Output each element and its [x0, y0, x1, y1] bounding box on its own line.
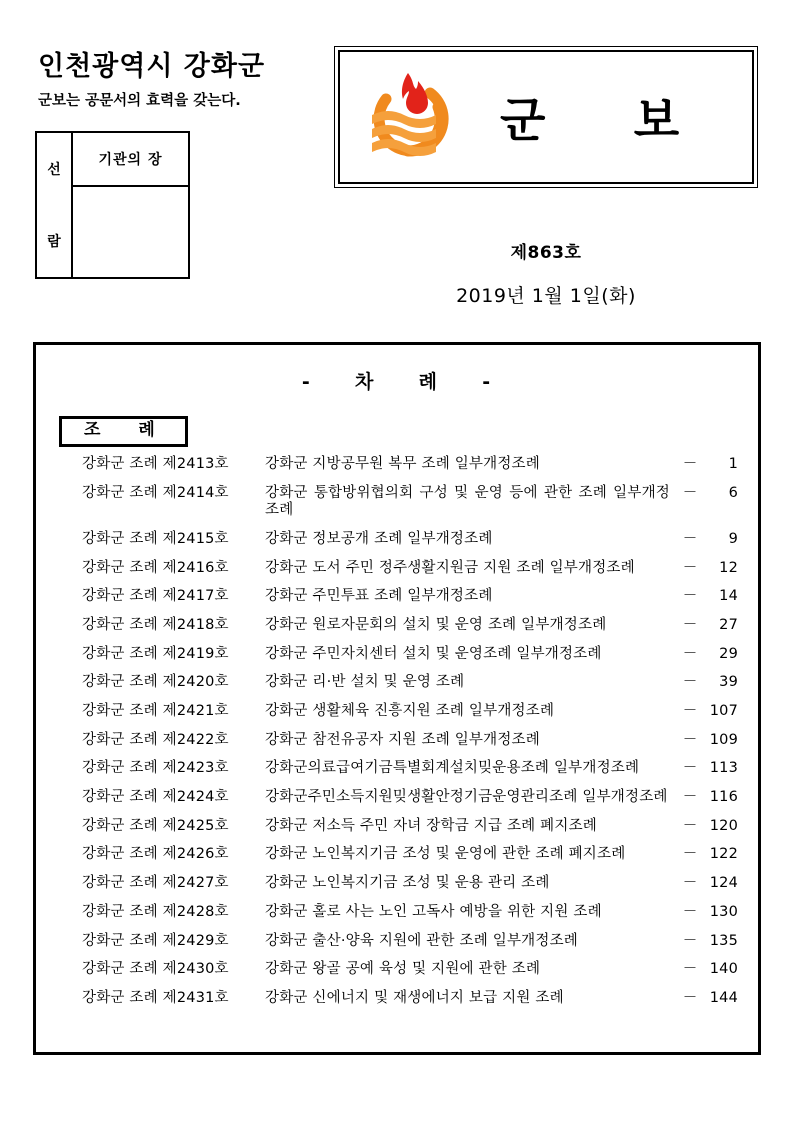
stamp-label-ram: 람	[47, 234, 61, 250]
toc-ordinance-title: 강화군 지방공무원 복무 조례 일부개정조례	[265, 455, 540, 472]
masthead-area	[0, 0, 794, 330]
toc-title-char-cha: 차	[355, 371, 376, 393]
toc-row[interactable]	[60, 875, 740, 893]
section-header-ordinance: 조 례	[59, 416, 188, 447]
toc-row[interactable]	[60, 456, 740, 474]
toc-page-number: 124	[709, 875, 738, 892]
toc-page-number: 107	[709, 703, 738, 720]
toc-ordinance-ref: 강화군 조례 제2422호	[82, 731, 229, 748]
toc-row[interactable]	[60, 485, 740, 520]
toc-ordinance-ref: 강화군 조례 제2428호	[82, 903, 229, 920]
toc-ordinance-ref: 강화군 조례 제2420호	[82, 674, 229, 691]
toc-dash-separator: －	[682, 961, 698, 978]
toc-ordinance-title: 강화군 리·반 설치 및 운영 조례	[265, 674, 465, 691]
toc-row[interactable]	[60, 560, 740, 578]
issuer-name: 인천광역시 강화군	[38, 51, 266, 82]
masthead-title: 군 보	[500, 93, 716, 149]
toc-ordinance-title: 강화군 통합방위협의회 구성 및 운영 등에 관한 조례 일부개정조례	[265, 484, 670, 519]
toc-dash-separator: －	[682, 760, 698, 777]
toc-dash-separator: －	[682, 530, 698, 547]
toc-ordinance-title: 강화군 저소득 주민 자녀 장학금 지급 조례 폐지조례	[265, 817, 598, 834]
toc-dash-separator: －	[682, 703, 698, 720]
toc-page-number: 122	[709, 846, 738, 863]
toc-row[interactable]	[60, 617, 740, 635]
toc-ordinance-title: 강화군 홀로 사는 노인 고독사 예방을 위한 지원 조례	[265, 903, 602, 920]
toc-row[interactable]	[60, 789, 740, 807]
toc-page-number: 120	[709, 817, 738, 834]
toc-dash-separator: －	[682, 932, 698, 949]
toc-ordinance-title: 강화군 왕골 공예 육성 및 지원에 관한 조례	[265, 961, 541, 978]
toc-row[interactable]	[60, 531, 740, 549]
toc-ordinance-title: 강화군 생활체육 진흥지원 조례 일부개정조례	[265, 703, 555, 720]
toc-ordinance-ref: 강화군 조례 제2425호	[82, 817, 229, 834]
toc-dash-separator: －	[682, 903, 698, 920]
toc-ordinance-ref: 강화군 조례 제2423호	[82, 760, 229, 777]
toc-ordinance-title: 강화군 노인복지기금 조성 및 운용 관리 조례	[265, 875, 550, 892]
issuer-block	[38, 52, 338, 110]
ganghwa-county-emblem-icon	[360, 67, 456, 167]
toc-dash-separator: －	[682, 875, 698, 892]
toc-dash-separator: －	[682, 846, 698, 863]
toc-page-number: 1	[728, 455, 738, 472]
toc-ordinance-ref: 강화군 조례 제2427호	[82, 875, 229, 892]
toc-title-right-dash: -	[482, 371, 493, 393]
toc-row[interactable]	[60, 846, 740, 864]
toc-row[interactable]	[60, 904, 740, 922]
stamp-left-column	[37, 133, 73, 277]
toc-ordinance-ref: 강화군 조례 제2421호	[82, 703, 229, 720]
approval-stamp-table	[35, 131, 190, 279]
table-of-contents-frame	[33, 342, 761, 1055]
toc-page-number: 113	[709, 760, 738, 777]
toc-ordinance-ref: 강화군 조례 제2426호	[82, 846, 229, 863]
toc-page-number: 144	[709, 989, 738, 1006]
toc-page-number: 14	[719, 588, 738, 605]
toc-dash-separator: －	[682, 455, 698, 472]
toc-ordinance-ref: 강화군 조례 제2424호	[82, 789, 229, 806]
toc-page-number: 9	[728, 530, 738, 547]
toc-dash-separator: －	[682, 616, 698, 633]
toc-dash-separator: －	[682, 817, 698, 834]
toc-ordinance-ref: 강화군 조례 제2415호	[82, 530, 229, 547]
toc-ordinance-title: 강화군 도서 주민 정주생활지원금 지원 조례 일부개정조례	[265, 559, 635, 576]
toc-page-number: 109	[709, 731, 738, 748]
toc-row[interactable]	[60, 933, 740, 951]
toc-dash-separator: －	[682, 989, 698, 1006]
toc-ordinance-ref: 강화군 조례 제2419호	[82, 645, 229, 662]
toc-ordinance-ref: 강화군 조례 제2430호	[82, 961, 229, 978]
toc-title-left-dash: -	[301, 371, 312, 393]
toc-ordinance-title: 강화군 원로자문회의 설치 및 운영 조례 일부개정조례	[265, 616, 607, 633]
toc-row[interactable]	[60, 990, 740, 1008]
issuer-motto: 군보는 공문서의 효력을 갖는다.	[38, 92, 241, 109]
toc-ordinance-title: 강화군의료급여기금특별회계설치밎운용조례 일부개정조례	[265, 760, 640, 777]
toc-ordinance-ref: 강화군 조례 제2418호	[82, 616, 229, 633]
toc-title-char-rye: 례	[418, 371, 439, 393]
toc-page-number: 39	[719, 674, 738, 691]
masthead-inner-border	[338, 50, 754, 184]
toc-row[interactable]	[60, 961, 740, 979]
toc-row[interactable]	[60, 818, 740, 836]
toc-page-number: 6	[728, 484, 738, 501]
stamp-head-label: 기관의 장	[73, 133, 188, 187]
toc-ordinance-title: 강화군주민소득지원밎생활안정기금운영관리조례 일부개정조례	[265, 789, 668, 806]
masthead-box	[334, 46, 758, 188]
toc-ordinance-title: 강화군 주민투표 조례 일부개정조례	[265, 588, 493, 605]
toc-title	[36, 367, 758, 394]
toc-page-number: 12	[719, 559, 738, 576]
toc-row[interactable]	[60, 674, 740, 692]
stamp-right-column	[73, 133, 188, 277]
toc-ordinance-ref: 강화군 조례 제2414호	[82, 484, 229, 501]
toc-dash-separator: －	[682, 588, 698, 605]
toc-page-number: 116	[709, 789, 738, 806]
toc-dash-separator: －	[682, 484, 698, 501]
issue-date: 2019년 1월 1일(화)	[456, 285, 636, 307]
toc-dash-separator: －	[682, 645, 698, 662]
toc-ordinance-title: 강화군 정보공개 조례 일부개정조례	[265, 530, 493, 547]
toc-row[interactable]	[60, 646, 740, 664]
toc-ordinance-title: 강화군 주민자치센터 설치 및 운영조례 일부개정조례	[265, 645, 602, 662]
toc-row[interactable]	[60, 732, 740, 750]
toc-dash-separator: －	[682, 559, 698, 576]
toc-dash-separator: －	[682, 674, 698, 691]
toc-row[interactable]	[60, 703, 740, 721]
toc-ordinance-title: 강화군 신에너지 및 재생에너지 보급 지원 조례	[265, 989, 564, 1006]
toc-ordinance-ref: 강화군 조례 제2416호	[82, 559, 229, 576]
toc-ordinance-ref: 강화군 조례 제2431호	[82, 989, 229, 1006]
toc-dash-separator: －	[682, 731, 698, 748]
toc-ordinance-title: 강화군 참전유공자 지원 조례 일부개정조례	[265, 731, 540, 748]
issue-number: 제863호	[510, 243, 582, 263]
toc-ordinance-title: 강화군 노인복지기금 조성 및 운영에 관한 조례 폐지조례	[265, 846, 626, 863]
toc-page-number: 135	[709, 932, 738, 949]
toc-page-number: 140	[709, 961, 738, 978]
stamp-signature-cell[interactable]	[73, 187, 188, 277]
toc-ordinance-ref: 강화군 조례 제2417호	[82, 588, 229, 605]
toc-row[interactable]	[60, 588, 740, 606]
toc-row[interactable]	[60, 760, 740, 778]
toc-ordinance-title: 강화군 출산·양육 지원에 관한 조례 일부개정조례	[265, 932, 578, 949]
toc-ordinance-ref: 강화군 조례 제2429호	[82, 932, 229, 949]
stamp-label-seon: 선	[47, 162, 61, 178]
toc-page-number: 130	[709, 903, 738, 920]
toc-page-number: 29	[719, 645, 738, 662]
toc-entry-list	[36, 456, 758, 1008]
toc-ordinance-ref: 강화군 조례 제2413호	[82, 455, 229, 472]
toc-dash-separator: －	[682, 789, 698, 806]
toc-page-number: 27	[719, 616, 738, 633]
